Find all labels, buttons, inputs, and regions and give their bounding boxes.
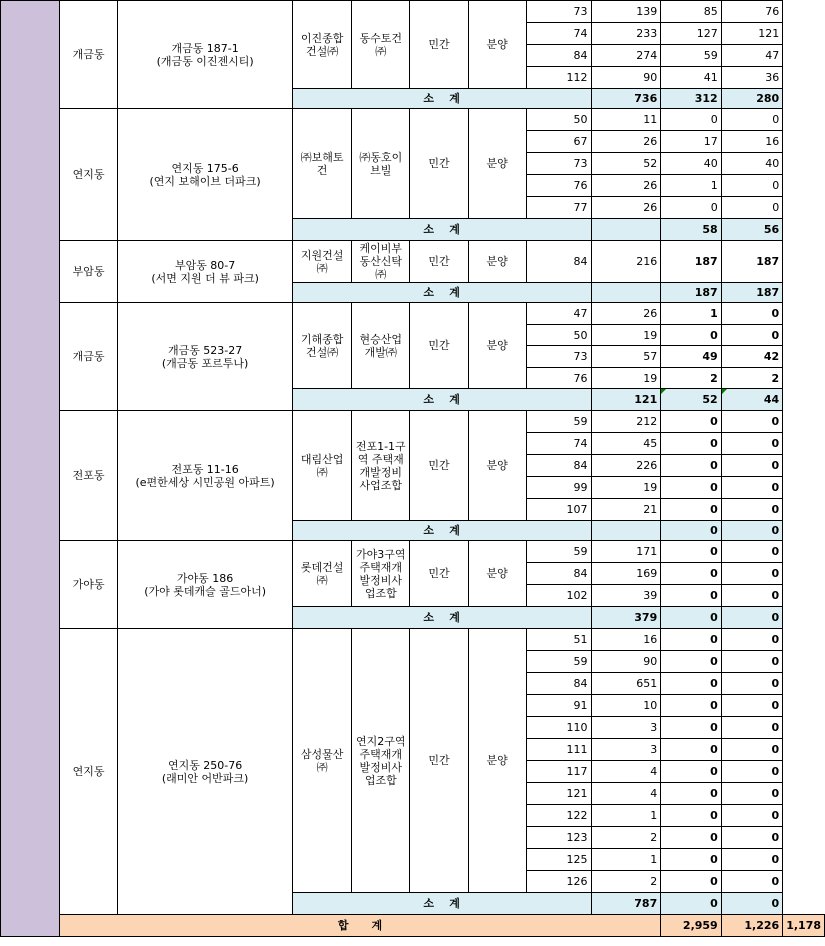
unit-count-cell[interactable]: 39 — [591, 585, 661, 607]
value-b-cell[interactable]: 0 — [721, 477, 782, 499]
unit-size-cell[interactable]: 123 — [526, 827, 591, 849]
value-b-cell[interactable]: 36 — [721, 67, 782, 89]
complex-name: (개금동 포르투나) — [161, 356, 249, 370]
subtotal-value-b[interactable]: 187 — [721, 283, 782, 303]
value-a-cell[interactable]: 41 — [661, 67, 721, 89]
subtotal-label[interactable]: 소 계 — [292, 607, 591, 629]
unit-count-cell[interactable]: 1 — [591, 805, 661, 827]
unit-count-cell[interactable]: 274 — [591, 45, 661, 67]
unit-count-cell[interactable]: 19 — [591, 368, 661, 389]
unit-count-cell[interactable]: 90 — [591, 651, 661, 673]
unit-size-cell[interactable]: 84 — [526, 673, 591, 695]
value-b-cell[interactable]: 121 — [721, 23, 782, 45]
sector-cell[interactable]: 민간 — [410, 109, 469, 219]
sale-type-cell[interactable]: 분양 — [468, 109, 526, 219]
value-a-cell[interactable]: 59 — [661, 45, 721, 67]
value-b-cell[interactable]: 16 — [721, 131, 782, 153]
unit-size-cell[interactable]: 50 — [526, 109, 591, 131]
developer-cell[interactable]: ㈜동호이브빌 — [352, 109, 410, 219]
developer-cell[interactable]: 가야3구역 주택재개발정비사업조합 — [352, 541, 410, 607]
unit-size-cell[interactable]: 76 — [526, 175, 591, 197]
value-a-cell[interactable]: 0 — [661, 477, 721, 499]
unit-size-cell[interactable]: 51 — [526, 629, 591, 651]
builder-cell[interactable]: 대림산업㈜ — [292, 411, 352, 521]
complex-name: (서면 지원 더 뷰 파크) — [151, 271, 259, 285]
unit-size-cell[interactable]: 59 — [526, 411, 591, 433]
value-b-cell[interactable]: 187 — [721, 241, 782, 283]
table-row — [1, 303, 825, 325]
value-b-cell[interactable]: 0 — [721, 455, 782, 477]
subtotal-units[interactable]: 787 — [591, 893, 661, 915]
value-a-cell[interactable]: 0 — [661, 433, 721, 455]
subtotal-value-a[interactable]: 312 — [661, 89, 721, 109]
value-b-cell[interactable]: 0 — [721, 849, 782, 871]
value-b-cell[interactable]: 0 — [721, 761, 782, 783]
address-cell[interactable] — [118, 411, 292, 541]
value-a-cell[interactable]: 17 — [661, 131, 721, 153]
value-b-cell[interactable]: 0 — [721, 651, 782, 673]
subtotal-value-b[interactable]: 0 — [721, 521, 782, 541]
unit-size-cell[interactable]: 121 — [526, 783, 591, 805]
value-b-cell[interactable]: 0 — [721, 629, 782, 651]
value-a-cell[interactable]: 0 — [661, 717, 721, 739]
dong-cell[interactable]: 개금동 — [59, 1, 118, 109]
value-b-cell[interactable]: 0 — [721, 827, 782, 849]
sale-type-cell[interactable]: 분양 — [468, 1, 526, 89]
value-b-cell[interactable]: 0 — [721, 563, 782, 585]
unit-count-cell[interactable]: 57 — [591, 346, 661, 368]
subtotal-value-b[interactable]: 0 — [721, 893, 782, 915]
value-b-cell[interactable]: 0 — [721, 695, 782, 717]
value-a-cell[interactable]: 0 — [661, 411, 721, 433]
subtotal-units[interactable] — [591, 521, 661, 541]
value-a-cell[interactable]: 0 — [661, 629, 721, 651]
subtotal-value-a[interactable]: 0 — [661, 521, 721, 541]
unit-size-cell[interactable]: 111 — [526, 739, 591, 761]
value-b-cell[interactable]: 47 — [721, 45, 782, 67]
value-a-cell[interactable]: 0 — [661, 849, 721, 871]
sale-type-cell[interactable]: 분양 — [468, 541, 526, 607]
developer-cell[interactable]: 현승산업개발㈜ — [352, 303, 410, 389]
sector-cell[interactable]: 민간 — [410, 411, 469, 521]
address-cell[interactable] — [118, 109, 292, 241]
value-a-cell[interactable]: 2 — [661, 368, 721, 389]
unit-count-cell[interactable]: 139 — [591, 1, 661, 23]
builder-cell[interactable]: 지원건설㈜ — [292, 241, 352, 283]
complex-name: (래미안 어반파크) — [161, 771, 249, 785]
builder-cell[interactable]: 롯데건설㈜ — [292, 541, 352, 607]
sector-cell[interactable]: 민간 — [410, 241, 469, 283]
subtotal-label[interactable]: 소 계 — [292, 521, 591, 541]
value-b-cell[interactable]: 0 — [721, 673, 782, 695]
address-line: 연지동 250-76 — [167, 758, 243, 772]
value-b-cell[interactable]: 42 — [721, 346, 782, 368]
value-b-cell[interactable]: 0 — [721, 411, 782, 433]
subtotal-label[interactable]: 소 계 — [292, 283, 591, 303]
complex-name: (e편한세상 시민공원 아파트) — [135, 475, 275, 489]
value-b-cell[interactable]: 0 — [721, 541, 782, 563]
unit-size-cell[interactable]: 59 — [526, 541, 591, 563]
value-a-cell[interactable]: 1 — [661, 175, 721, 197]
subtotal-value-a[interactable]: 58 — [661, 219, 721, 241]
unit-count-cell[interactable]: 26 — [591, 303, 661, 325]
subtotal-value-b[interactable]: 56 — [721, 219, 782, 241]
table-row — [1, 1, 825, 23]
address-cell[interactable] — [118, 541, 292, 629]
unit-size-cell[interactable]: 122 — [526, 805, 591, 827]
sector-cell[interactable]: 민간 — [410, 541, 469, 607]
unit-count-cell[interactable]: 90 — [591, 67, 661, 89]
value-b-cell[interactable]: 0 — [721, 871, 782, 893]
unit-count-cell[interactable]: 212 — [591, 411, 661, 433]
grand-total-row — [1, 915, 825, 937]
value-a-cell[interactable]: 49 — [661, 346, 721, 368]
complex-name: (가야 롯데캐슬 골드아너) — [144, 584, 267, 598]
unit-size-cell[interactable]: 67 — [526, 131, 591, 153]
value-b-cell[interactable]: 0 — [721, 433, 782, 455]
value-a-cell[interactable]: 0 — [661, 871, 721, 893]
value-a-cell[interactable]: 0 — [661, 499, 721, 521]
complex-name: (개금동 이진젠시티) — [156, 54, 254, 68]
developer-cell[interactable]: 전포1-1구역 주택재개발정비사업조합 — [352, 411, 410, 521]
grand-total-units[interactable]: 2,959 — [661, 915, 721, 937]
dong-cell[interactable]: 부암동 — [59, 241, 118, 303]
unit-count-cell[interactable]: 19 — [591, 477, 661, 499]
unit-size-cell[interactable]: 76 — [526, 368, 591, 389]
value-a-cell[interactable]: 0 — [661, 827, 721, 849]
sector-cell[interactable]: 민간 — [410, 1, 469, 89]
unit-count-cell[interactable]: 26 — [591, 197, 661, 219]
value-b-cell[interactable]: 0 — [721, 109, 782, 131]
sale-type-cell[interactable]: 분양 — [468, 411, 526, 521]
unit-count-cell[interactable]: 233 — [591, 23, 661, 45]
subtotal-value-a[interactable]: 0 — [661, 893, 721, 915]
value-a-cell[interactable]: 127 — [661, 23, 721, 45]
value-b-cell[interactable]: 0 — [721, 739, 782, 761]
builder-cell[interactable]: 삼성물산㈜ — [292, 629, 352, 893]
address-line: 부암동 80-7 — [174, 258, 236, 272]
subtotal-units[interactable] — [591, 283, 661, 303]
dong-cell[interactable]: 가야동 — [59, 541, 118, 629]
subtotal-value-b[interactable]: 0 — [721, 607, 782, 629]
unit-size-cell[interactable]: 73 — [526, 1, 591, 23]
value-a-cell[interactable]: 187 — [661, 241, 721, 283]
subtotal-value-a[interactable]: 0 — [661, 607, 721, 629]
unit-count-cell[interactable]: 26 — [591, 131, 661, 153]
subtotal-label[interactable]: 소 계 — [292, 893, 591, 915]
value-b-cell[interactable]: 0 — [721, 805, 782, 827]
value-b-cell[interactable]: 0 — [721, 585, 782, 607]
unit-count-cell[interactable]: 21 — [591, 499, 661, 521]
value-b-cell[interactable]: 2 — [721, 368, 782, 389]
value-b-cell[interactable]: 0 — [721, 325, 782, 346]
subtotal-units[interactable]: 121 — [591, 389, 661, 411]
unit-count-cell[interactable]: 169 — [591, 563, 661, 585]
unit-count-cell[interactable]: 45 — [591, 433, 661, 455]
value-b-cell[interactable]: 0 — [721, 175, 782, 197]
value-b-cell[interactable]: 0 — [721, 717, 782, 739]
value-b-cell[interactable]: 0 — [721, 197, 782, 219]
unit-count-cell[interactable]: 19 — [591, 325, 661, 346]
table-row — [1, 629, 825, 651]
subtotal-value-b[interactable]: 280 — [721, 89, 782, 109]
value-a-cell[interactable]: 0 — [661, 455, 721, 477]
value-a-cell[interactable]: 0 — [661, 541, 721, 563]
unit-size-cell[interactable]: 47 — [526, 303, 591, 325]
value-a-cell[interactable]: 0 — [661, 673, 721, 695]
subtotal-value-a[interactable]: 187 — [661, 283, 721, 303]
unit-size-cell[interactable]: 84 — [526, 45, 591, 67]
address-line: 가야동 186 — [176, 571, 234, 585]
grand-total-value-b[interactable]: 1,178 — [783, 915, 825, 937]
dong-cell[interactable]: 개금동 — [59, 303, 118, 411]
unit-count-cell[interactable]: 216 — [591, 241, 661, 283]
unit-count-cell[interactable]: 4 — [591, 783, 661, 805]
unit-count-cell[interactable]: 2 — [591, 827, 661, 849]
unit-size-cell[interactable]: 74 — [526, 23, 591, 45]
unit-size-cell[interactable]: 125 — [526, 849, 591, 871]
unit-size-cell[interactable]: 112 — [526, 67, 591, 89]
unit-size-cell[interactable]: 84 — [526, 455, 591, 477]
developer-cell[interactable]: 연지2구역 주택재개발정비사업조합 — [352, 629, 410, 893]
subtotal-label[interactable]: 소 계 — [292, 389, 591, 411]
sector-cell[interactable]: 민간 — [410, 629, 469, 893]
unit-count-cell[interactable]: 3 — [591, 739, 661, 761]
address-line: 개금동 187-1 — [171, 41, 239, 55]
region-column-cell[interactable] — [1, 1, 60, 937]
developer-cell[interactable]: 케이비부동산신탁㈜ — [352, 241, 410, 283]
value-a-cell[interactable]: 0 — [661, 695, 721, 717]
unit-size-cell[interactable]: 84 — [526, 563, 591, 585]
grand-total-value-a[interactable]: 1,226 — [721, 915, 782, 937]
value-a-cell[interactable]: 85 — [661, 1, 721, 23]
table-row — [1, 541, 825, 563]
unit-size-cell[interactable]: 50 — [526, 325, 591, 346]
value-b-cell[interactable]: 40 — [721, 153, 782, 175]
sale-type-cell[interactable]: 분양 — [468, 241, 526, 283]
unit-size-cell[interactable]: 73 — [526, 153, 591, 175]
unit-size-cell[interactable]: 84 — [526, 241, 591, 283]
unit-size-cell[interactable]: 59 — [526, 651, 591, 673]
value-a-cell[interactable]: 0 — [661, 585, 721, 607]
unit-size-cell[interactable]: 77 — [526, 197, 591, 219]
unit-size-cell[interactable]: 99 — [526, 477, 591, 499]
unit-size-cell[interactable]: 74 — [526, 433, 591, 455]
address-line: 연지동 175-6 — [171, 161, 239, 175]
unit-count-cell[interactable]: 26 — [591, 175, 661, 197]
value-a-cell[interactable]: 1 — [661, 303, 721, 325]
unit-size-cell[interactable]: 126 — [526, 871, 591, 893]
dong-cell[interactable]: 연지동 — [59, 629, 118, 915]
subtotal-units[interactable] — [591, 219, 661, 241]
subtotal-label[interactable]: 소 계 — [292, 219, 591, 241]
address-cell[interactable] — [118, 629, 292, 915]
unit-size-cell[interactable]: 73 — [526, 346, 591, 368]
unit-count-cell[interactable]: 3 — [591, 717, 661, 739]
developer-cell[interactable]: 동수토건㈜ — [352, 1, 410, 89]
address-cell[interactable] — [118, 303, 292, 411]
unit-count-cell[interactable]: 4 — [591, 761, 661, 783]
value-a-cell[interactable]: 0 — [661, 197, 721, 219]
subtotal-units[interactable]: 379 — [591, 607, 661, 629]
value-a-cell[interactable]: 0 — [661, 325, 721, 346]
address-line: 전포동 11-16 — [171, 462, 239, 476]
builder-cell[interactable]: ㈜보해토건 — [292, 109, 352, 219]
table-row — [1, 411, 825, 433]
value-b-cell[interactable]: 76 — [721, 1, 782, 23]
unit-size-cell[interactable]: 91 — [526, 695, 591, 717]
unit-size-cell[interactable]: 117 — [526, 761, 591, 783]
complex-name: (연지 보해이브 더파크) — [149, 174, 261, 188]
value-b-cell[interactable]: 0 — [721, 303, 782, 325]
table-row — [1, 241, 825, 283]
unit-count-cell[interactable]: 1 — [591, 849, 661, 871]
value-a-cell[interactable]: 0 — [661, 109, 721, 131]
unit-count-cell[interactable]: 2 — [591, 871, 661, 893]
unit-size-cell[interactable]: 110 — [526, 717, 591, 739]
subtotal-label[interactable]: 소 계 — [292, 89, 591, 109]
subtotal-value-a[interactable]: 52 — [661, 389, 721, 411]
dong-cell[interactable]: 연지동 — [59, 109, 118, 241]
value-a-cell[interactable]: 0 — [661, 805, 721, 827]
unit-count-cell[interactable]: 52 — [591, 153, 661, 175]
subtotal-value-b[interactable]: 44 — [721, 389, 782, 411]
unit-count-cell[interactable]: 226 — [591, 455, 661, 477]
value-b-cell[interactable]: 0 — [721, 499, 782, 521]
value-a-cell[interactable]: 0 — [661, 783, 721, 805]
address-cell[interactable] — [118, 241, 292, 303]
unit-count-cell[interactable]: 651 — [591, 673, 661, 695]
sale-type-cell[interactable]: 분양 — [468, 303, 526, 389]
sector-cell[interactable]: 민간 — [410, 303, 469, 389]
grand-total-label[interactable]: 합 계 — [59, 915, 660, 937]
dong-cell[interactable]: 전포동 — [59, 411, 118, 541]
subtotal-units[interactable]: 736 — [591, 89, 661, 109]
value-a-cell[interactable]: 40 — [661, 153, 721, 175]
table-row — [1, 109, 825, 131]
sale-type-cell[interactable]: 분양 — [468, 629, 526, 893]
unit-count-cell[interactable]: 16 — [591, 629, 661, 651]
unit-size-cell[interactable]: 102 — [526, 585, 591, 607]
value-b-cell[interactable]: 0 — [721, 783, 782, 805]
unit-count-cell[interactable]: 171 — [591, 541, 661, 563]
value-a-cell[interactable]: 0 — [661, 563, 721, 585]
address-line: 개금동 523-27 — [167, 343, 243, 357]
unit-count-cell[interactable]: 10 — [591, 695, 661, 717]
builder-cell[interactable]: 이진종합건설㈜ — [292, 1, 352, 89]
value-a-cell[interactable]: 0 — [661, 739, 721, 761]
value-a-cell[interactable]: 0 — [661, 761, 721, 783]
unit-size-cell[interactable]: 107 — [526, 499, 591, 521]
builder-cell[interactable]: 기해종합건설㈜ — [292, 303, 352, 389]
value-a-cell[interactable]: 0 — [661, 651, 721, 673]
unit-count-cell[interactable]: 11 — [591, 109, 661, 131]
address-cell[interactable] — [118, 1, 292, 109]
